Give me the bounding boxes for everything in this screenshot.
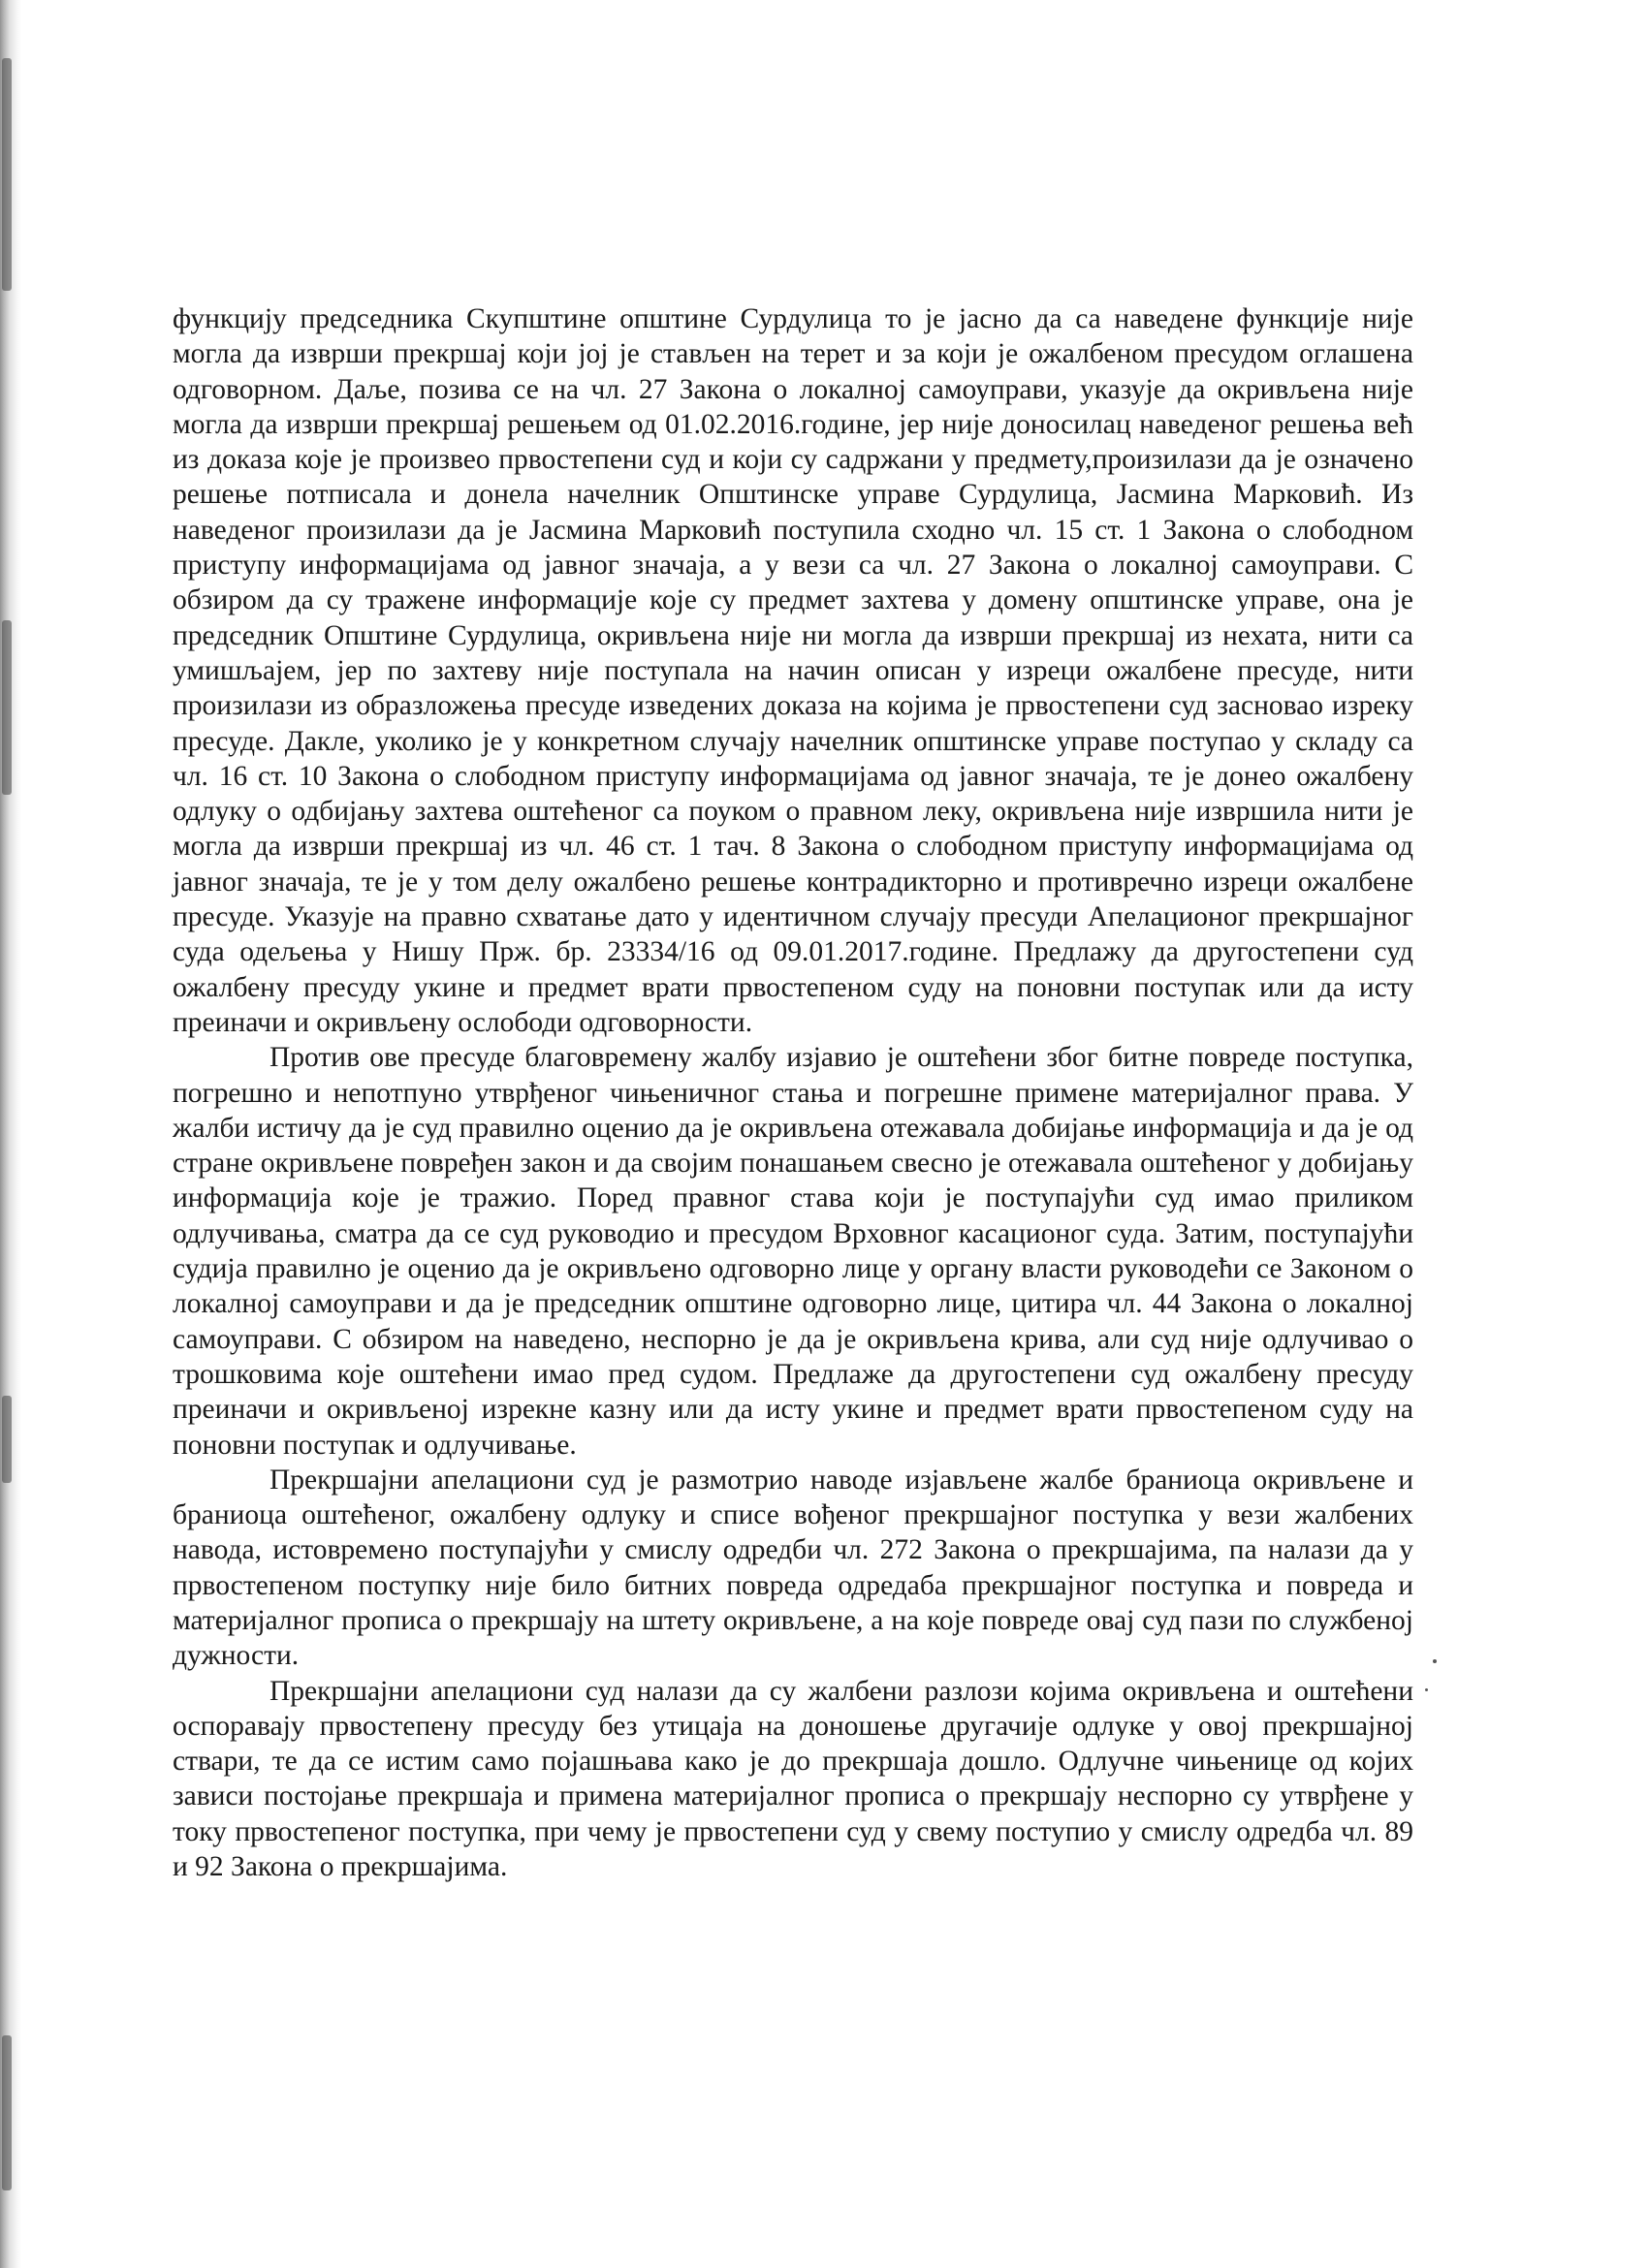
scan-speck — [1433, 1659, 1437, 1663]
scan-edge-mark — [2, 1396, 12, 1483]
paragraph-1: функцију председника Скупштине општине Сурдулица то је јасно да са наведене функције није могла да изврши прекршај који јој је стављен на терет и за који је ожалбеном пресудом оглашена одговорном. Даље, позива се на чл. 27 Закона о локалној самоуправи, указује да окривљена није могла да изврши прекршај решењем од 01.02.2016.године, јер није доносилац наведеног решења већ из доказа које је произвео првостепени суд и који су садржани у предмету,произилази да је означено решење потписала и донела начелник Општинске управе Сурдулица, Јасмина Марковић. Из наведеног произилази да је Јасмина Марковић поступила сходно чл. 15 ст. 1 Закона о слободном приступу информацијама од јавног значаја, а у вези са чл. 27 Закона о локалној самоуправи. С обзиром да су тражене информације које су предмет захтева у домену општинске управе, она је председник Општине Сурдулица, окривљена није ни могла да изврши прекршај из нехата, нити са умишљајем, јер по захтеву није поступала на начин описан у изреци ожалбене пресуде, нити произилази из образложења пресуде изведених доказа на којима је првостепени суд засновао изреку пресуде. Дакле, уколико је у конкретном случају начелник општинске управе поступао у складу са чл. 16 ст. 10 Закона о слободном приступу информацијама од јавног значаја, те је донео ожалбену одлуку о одбијању захтева оштећеног са поуком о правном леку, окривљена није извршила нити је могла да изврши прекршај из чл. 46 ст. 1 тач. 8 Закона о слободном приступу информацијама од јавног значаја, те је у том делу ожалбено решење контрадикторно и противречно изреци ожалбене пресуде. Указује на правно схватање дато у идентичном случају пресуди Апелационог прекршајног суда одељења у Нишу Прж. бр. 23334/16 од 09.01.2017.године. Предлажу да другостепени суд ожалбену пресуду укине и предмет врати првостепеном суду на поновни поступак или да исту преиначи и окривљену ослободи одговорности. — [173, 303, 1413, 1038]
scan-shadow-edge — [0, 0, 21, 2268]
paragraph-2: Против ове пресуде благовремену жалбу изјавио је оштећени због битне повреде поступка, погрешно и непотпуно утврђеног чињеничног стања и погрешне примене материјалног права. У жалби истичу да је суд правилно оценио да је окривљена отежавала добијање информација и да је од стране окривљене повређен закон и да својим понашањем свесно је отежавала оштећеног у добијању информација које је тражио. Поред правног става који је поступајући суд имао приликом одлучивања, сматра да се суд руководио и пресудом Врховног касационог суда. Затим, поступајући судија правилно је оценио да је окривљено одговорно лице у органу власти руководећи се Законом о локалној самоуправи и да је председник општине одговорно лице, цитира чл. 44 Закона о локалној самоуправи. С обзиром на наведено, неспорно је да је окривљена крива, али суд није одлучивао о трошковима које оштећени имао пред судом. Предлаже да другостепени суд ожалбену пресуду преиначи и окривљеној изрекне казну или да исту укине и предмет врати првостепеном суду на поновни поступак и одлучивање. — [173, 1042, 1413, 1461]
scan-edge-mark — [2, 58, 12, 291]
document-body — [173, 301, 1413, 1884]
scan-edge-mark — [2, 620, 12, 795]
scan-edge-mark — [2, 2035, 12, 2190]
paragraph-4: Прекршајни апелациони суд налази да су жалбени разлози којима окривљена и оштећени оспоравају првостепену пресуду без утицаја на доношење другачије одлуке у овој прекршајној ствари, те да се истим само појашњава како је до прекршаја дошло. Одлучне чињенице од којих зависи постојање прекршаја и примена материјалног прописа о прекршају неспорно су утврђене у току првостепеног поступка, при чему је првостепени суд у свему поступио у смислу одредба чл. 89 и 92 Закона о прекршајима. — [173, 1675, 1413, 1883]
paragraph-3: Прекршајни апелациони суд је размотрио наводе изјављене жалбе браниоца окривљене и браниоца оштећеног, ожалбену одлуку и списе вођеног прекршајног поступка у вези жалбених навода, истовремено поступајући у смислу одредби чл. 272 Закона о прекршајима, па налази да у првостепеном поступку није било битних повреда одредаба прекршајног поступка и повреда и материјалног прописа о прекршају на штету окривљене, а на које повреде овај суд пази по службеној дужности. — [173, 1464, 1413, 1672]
scan-speck — [1425, 1688, 1428, 1691]
